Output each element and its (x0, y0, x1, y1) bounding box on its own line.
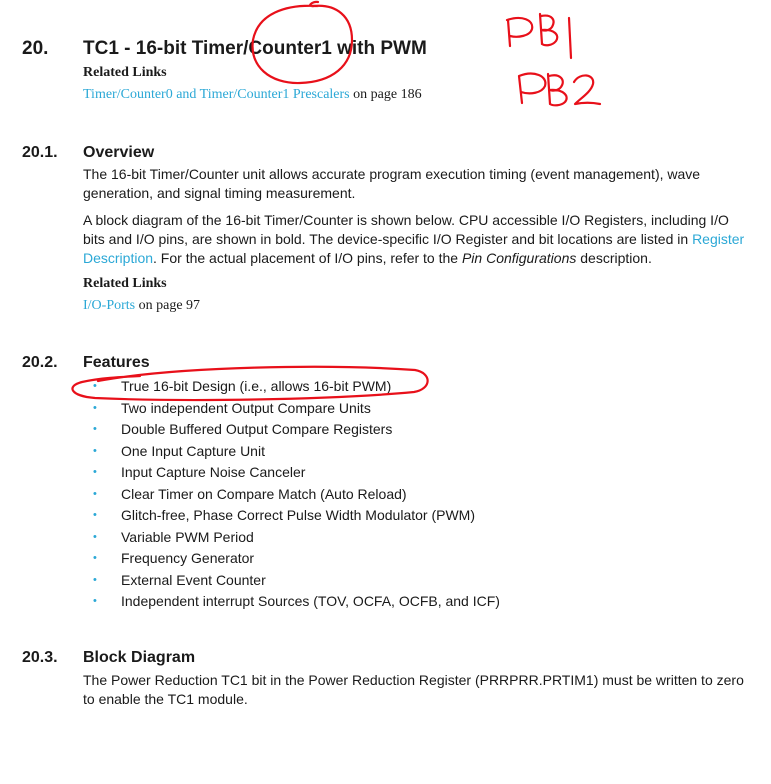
bullet-icon: • (93, 595, 97, 607)
list-item-text: External Event Counter (121, 571, 266, 588)
bullet-icon: • (93, 401, 97, 414)
bullet-icon: • (93, 487, 97, 500)
annotation-circle-counter1 (253, 2, 352, 83)
page-reference: on page 186 (349, 87, 422, 102)
related-links-heading: Related Links (83, 65, 167, 80)
bullet-icon: • (93, 423, 97, 435)
bullet-icon: • (93, 466, 97, 478)
annotation-ellipse-feature (72, 367, 427, 400)
annotation-pb2-strokes (519, 74, 600, 106)
pin-configurations-ref: Pin Configurations (461, 250, 577, 266)
bullet-icon: • (93, 380, 97, 392)
bullet-icon: • (93, 509, 97, 521)
bullet-icon: • (93, 552, 97, 564)
bullet-icon: • (93, 530, 97, 543)
overview-number: 20.1. (22, 144, 58, 161)
list-item-text: Independent interrupt Sources (TOV, OCFA, OCFB, and ICF) (121, 593, 500, 609)
list-item-text: Double Buffered Output Compare Registers (121, 421, 393, 437)
register-description-link[interactable]: Register Description (83, 231, 745, 266)
features-heading: Features (83, 354, 150, 371)
section-number: 20. (22, 38, 49, 59)
prescalers-link[interactable]: Timer/Counter0 and Timer/Counter1 Prescalers (83, 87, 350, 102)
list-item-text: Clear Timer on Compare Match (Auto Reload) (121, 485, 407, 502)
page-title: TC1 - 16-bit Timer/Counter1 with PWM (83, 38, 427, 59)
overview-heading: Overview (83, 144, 155, 161)
overview-paragraph-1: The 16-bit Timer/Counter unit allows accurate program execution timing (event management), wave generation, and signal timing measurement. (83, 166, 701, 201)
list-item-text: Two independent Output Compare Units (121, 399, 371, 416)
list-item-text: Variable PWM Period (121, 528, 254, 545)
block-diagram-paragraph: The Power Reduction TC1 bit in the Power Reduction Register (PRRPRR.PRTIM1) must be written to zero to enable the TC1 module. (83, 672, 744, 707)
list-item-text: Input Capture Noise Canceler (121, 464, 306, 480)
bullet-icon: • (93, 573, 97, 586)
overview-paragraph-2-text-c: description. (576, 250, 652, 266)
list-item-text: One Input Capture Unit (121, 442, 265, 459)
features-number: 20.2. (22, 354, 58, 371)
overview-page-reference: on page 97 (135, 298, 201, 313)
block-diagram-heading: Block Diagram (83, 649, 196, 666)
overview-paragraph-2-text: A block diagram of the 16-bit Timer/Counter is shown below. CPU accessible I/O Registers, including I/O bits and I/O pins, are shown in bold. The device-specific I/O Register and bit locations are listed in (83, 212, 729, 247)
list-item-text: Frequency Generator (121, 550, 255, 566)
overview-paragraph-2-text-b: . For the actual placement of I/O pins, refer to the (153, 250, 462, 266)
bullet-icon: • (93, 444, 97, 457)
block-diagram-number: 20.3. (22, 649, 58, 666)
io-ports-link[interactable]: I/O-Ports (83, 298, 136, 313)
overview-related-links-heading: Related Links (83, 276, 167, 291)
list-item-text: Glitch-free, Phase Correct Pulse Width Modulator (PWM) (121, 507, 475, 523)
annotation-pb1-strokes (507, 14, 571, 58)
list-item-text: True 16-bit Design (i.e., allows 16-bit PWM) (121, 378, 392, 394)
